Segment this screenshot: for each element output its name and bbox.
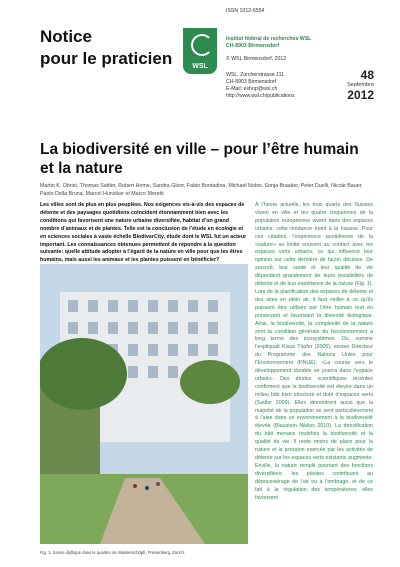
issue-year: 2012 xyxy=(347,88,374,102)
notice-heading xyxy=(40,26,180,70)
photo-caption: Fig. 1. Scène idyllique dans le quartier de Wasserschöpfi, Friesenberg, Zurich. xyxy=(40,550,186,555)
notice-line-1: Notice xyxy=(40,27,92,46)
article-title: La biodiversité en ville – pour l’être humain et la nature xyxy=(40,141,359,177)
body-text-highlighted: À l’heure actuelle, les trois quarts des Suisses vivent en ville et les quatre cinquièmes de la population européenne vivent dans des espaces urbains; cette tendance étant à la hausse. Pour ces citadins, l’expérience quotidienne de la «nature» se limite souvent au contact avec les espaces verts urbains, ce qui influence leur opinion sur cette dernière de façon décisive. De surcroît, leur santé et leur qualité de vie dépendent grandement de leurs possibilités de détente et de leur expérience de la nature (Fig. 1). Lors de la planification des espaces de détente et des sites en plein air, il faut veiller à ce qu’ils puissent être utilisés par l’être humain tout en préservant et favorisant la diversité biologique. Ainsi, la biodiversité, la complexité de la nature sont la condition générale du fonctionnement à long terme des écosystèmes. Ou, comme l’expliquait Klaus Töpfer (2005), ancien Directeur du Programme des Nations Unies pour l’Environnement (PNUE): «La course vers le développement durable se jouera dans l’espace urbain». Des études scientifiques récentes confirment que la biodiversité est élevée dans un milieu bâti bien structuré et doté d’espaces verts (Sattler 2009). Elles démontrent aussi que la majorité de la population se sent particulièrement à l’aise dans un environnement à la biodiversité élevée (Blaustein Nikliss 2010). La densification du bâti menace toutefois la biodiversité et la qualité de vie. Il reste moins de place pour la nature et la pression exercée par les activités de détente sur les espaces verts existants augmente. Enville, la nature remplit pourtant des fonctions diversifiées: les plantes contribuent au dépoussiérage de l’air ou à l’ombrage, et de ce fait à la régulation des températures; elles favorisent xyxy=(255,202,373,501)
photo-illustration xyxy=(40,264,248,544)
institute-line-2: CH-8903 Birmensdorf xyxy=(226,43,280,49)
issue-info xyxy=(347,68,374,102)
wsl-logo xyxy=(183,28,217,74)
address-line-4[interactable]: http://www.wsl.ch/publications xyxy=(226,93,295,99)
body-text xyxy=(255,202,373,502)
address xyxy=(226,72,295,100)
issue-number: 48 xyxy=(360,68,374,82)
authors: Martin K. Obrist, Thomas Sattler, Robert Home, Sandra Gloor, Fabio Bontadina, Michael Nobis, Sonja Braaker, Peter Duelli, Nicole Bauer, Paolo Della Bruna, Marcel Hunziker et Marco Moretti xyxy=(40,183,363,197)
copyright: © WSL Birmensdorf, 2012 xyxy=(226,56,287,62)
article-photo xyxy=(40,264,248,544)
issn: ISSN 1012-6554 xyxy=(226,8,265,14)
institute-line-1: Institut fédéral de recherches WSL xyxy=(226,36,312,42)
institute xyxy=(226,36,311,50)
address-line-3[interactable]: E-Mail: eshop@wsl.ch xyxy=(226,86,278,92)
header xyxy=(0,0,400,118)
swirl-icon xyxy=(191,34,213,56)
logo-text: WSL xyxy=(192,63,208,70)
issue-month: Septembre xyxy=(347,82,374,88)
notice-line-2: pour le praticien xyxy=(40,49,173,68)
abstract: Les villes sont de plus en plus peuplées. Nos exigences vis-à-vis des espaces de détente et des paysages quotidiens coïncident étonnamment bien avec les conditions qui favorisent une nature urbaine diversifiée, habitat d’un grand nombre d’animaux et de plantes. Telle est la conclusion de l’étude en écologie et en sciences sociales à vaste échelle BiodiverCity, étude dont le WSL fut un acteur important. Les connaissances obtenues permettent de répondre à la question suivante: quelle attitude adopter à l’égard de la nature en ville pour que les êtres humains, mais aussi les animaux et les plantes puissent en bénéficier? xyxy=(40,202,247,264)
address-line-1: WSL, Zürcherstrasse 111 xyxy=(226,72,285,78)
address-line-2: CH-8903 Birmensdorf xyxy=(226,79,277,85)
